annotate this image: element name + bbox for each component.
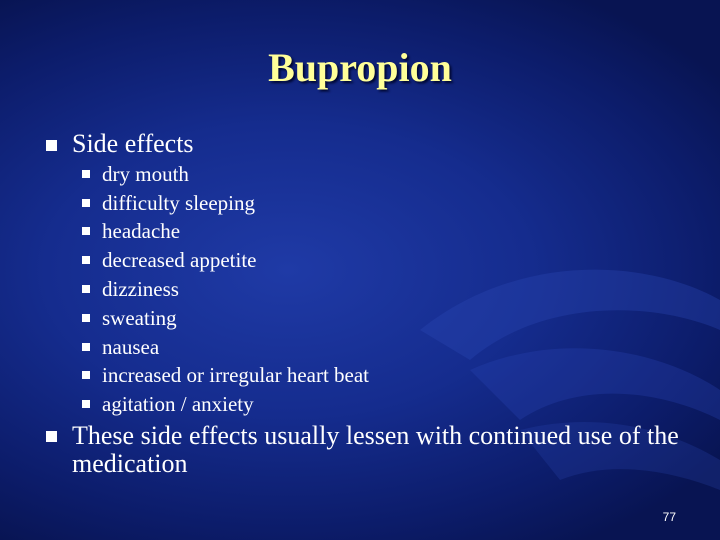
sub-item-decreased-appetite: decreased appetite xyxy=(102,248,257,272)
sub-bullet-square-icon xyxy=(82,227,90,235)
sub-bullet-square-icon xyxy=(82,400,90,408)
bullet-square-icon xyxy=(46,431,57,442)
sub-bullet-square-icon xyxy=(82,285,90,293)
sub-item-agitation-anxiety: agitation / anxiety xyxy=(102,392,254,416)
sub-item-dizziness: dizziness xyxy=(102,277,179,301)
sub-item-nausea: nausea xyxy=(102,335,160,359)
sub-bullet-square-icon xyxy=(82,314,90,322)
sub-bullet-square-icon xyxy=(82,371,90,379)
bullet-text-side-effects-lessen: These side effects usually lessen with continued use of the medication xyxy=(72,421,679,478)
sub-bullet-square-icon xyxy=(82,199,90,207)
bullet-text-side-effects: Side effects xyxy=(72,129,194,158)
sub-bullet-square-icon xyxy=(82,343,90,351)
sub-item-difficulty-sleeping: difficulty sleeping xyxy=(102,191,255,215)
sub-bullet-square-icon xyxy=(82,256,90,264)
bullet-square-icon xyxy=(46,140,57,151)
sub-item-headache: headache xyxy=(102,219,181,243)
slide-title: Bupropion xyxy=(268,45,452,90)
sub-bullet-square-icon xyxy=(82,170,90,178)
sub-item-irregular-heart-beat: increased or irregular heart beat xyxy=(102,363,370,387)
sub-item-sweating: sweating xyxy=(102,306,177,330)
sub-item-dry-mouth: dry mouth xyxy=(102,162,189,186)
page-number: 77 xyxy=(662,510,676,524)
